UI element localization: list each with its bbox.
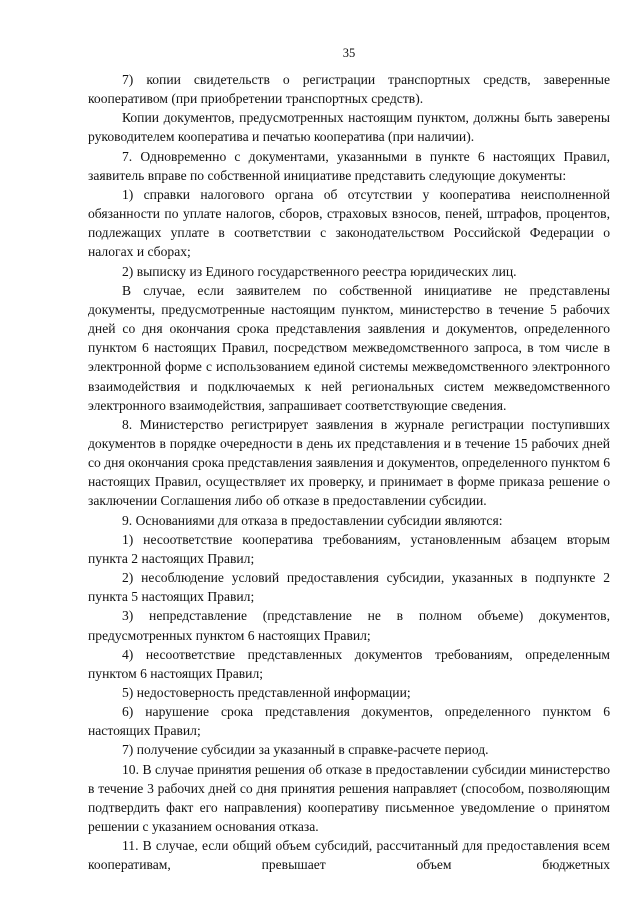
paragraph-item-10: 10. В случае принятия решения об отказе в предоставлении субсидии министерство в течение 3 рабочих дней со дня принятия решения направляет (способом, позволяющим подтвердить факт его направления) кооперативу письменное уведомление о принятом решении с указанием основания отказа. — [88, 761, 610, 835]
paragraph-transport-certificates: 7) копии свидетельств о регистрации транспортных средств, заверенные кооперативом (при приобретении транспортных средств). — [88, 72, 610, 107]
paragraph-refusal-reason-1: 1) несоответствие кооператива требованиям, установленным абзацем вторым пункта 2 настоящих Правил; — [88, 531, 610, 566]
paragraph-refusal-reason-2: 2) несоблюдение условий предоставления субсидии, указанных в подпункте 2 пункта 5 настоящих Правил; — [88, 570, 610, 605]
paragraph-refusal-reason-6: 6) нарушение срока представления документов, определенного пунктом 6 настоящих Правил; — [88, 704, 610, 739]
paragraph-item-8: 8. Министерство регистрирует заявления в журнале регистрации поступивших документов в порядке очередности в день их представления и в течение 15 рабочих дней со дня окончания срока представления заявления и документов, определенного пунктом 6 настоящих Правил, осуществляет их проверку, и принимает в форме приказа решение о заключении Соглашения либо об отказе в предоставлении субсидии. — [88, 416, 610, 509]
paragraph-item-9: 9. Основаниями для отказа в предоставлении субсидии являются: — [122, 512, 503, 528]
paragraph-item-7: 7. Одновременно с документами, указанными в пункте 6 настоящих Правил, заявитель вправе по собственной инициативе представить следующие документы: — [88, 148, 610, 183]
page-number: 35 — [342, 46, 356, 60]
paragraph-refusal-reason-5: 5) недостоверность представленной информации; — [122, 685, 411, 700]
paragraph-egrul-extract: 2) выписку из Единого государственного реестра юридических лиц. — [122, 263, 517, 279]
paragraph-refusal-reason-4: 4) несоответствие представленных документов требованиям, определенным пунктом 6 настоящих Правил; — [88, 646, 610, 681]
paragraph-copies-certification: Копии документов, предусмотренных настоящим пунктом, должны быть заверены руководителем кооператива и печатью кооператива (при наличии). — [88, 110, 610, 145]
paragraph-refusal-reason-7: 7) получение субсидии за указанный в справке-расчете период. — [122, 742, 489, 758]
paragraph-refusal-reason-3: 3) непредставление (представление не в полном объеме) документов, предусмотренных пунктом 6 настоящих Правил; — [88, 608, 610, 643]
paragraph-interagency-request: В случае, если заявителем по собственной инициативе не представлены документы, предусмотренные настоящим пунктом, министерство в течение 5 рабочих дней со дня окончания срока представления заявления и документов, определенного пунктом 6 настоящих Правил, посредством межведомственного запроса, в том числе в электронной форме с использованием единой системы межведомственного электронного взаимодействия и подключаемых к ней региональных систем межведомственного электронного взаимодействия, запрашивает соответствующие сведения. — [88, 282, 610, 413]
paragraph-item-11: 11. В случае, если общий объем субсидий, рассчитанный для предоставления всем кооперативам, превышает объем бюджетных — [88, 838, 610, 873]
paragraph-tax-certificate: 1) справки налогового органа об отсутствии у кооператива неисполненной обязанности по уплате налогов, сборов, страховых взносов, пеней, штрафов, процентов, подлежащих уплате в соответствии с законодательством Российской Федерации о налогах и сборах; — [88, 186, 610, 260]
document-body — [88, 70, 610, 875]
